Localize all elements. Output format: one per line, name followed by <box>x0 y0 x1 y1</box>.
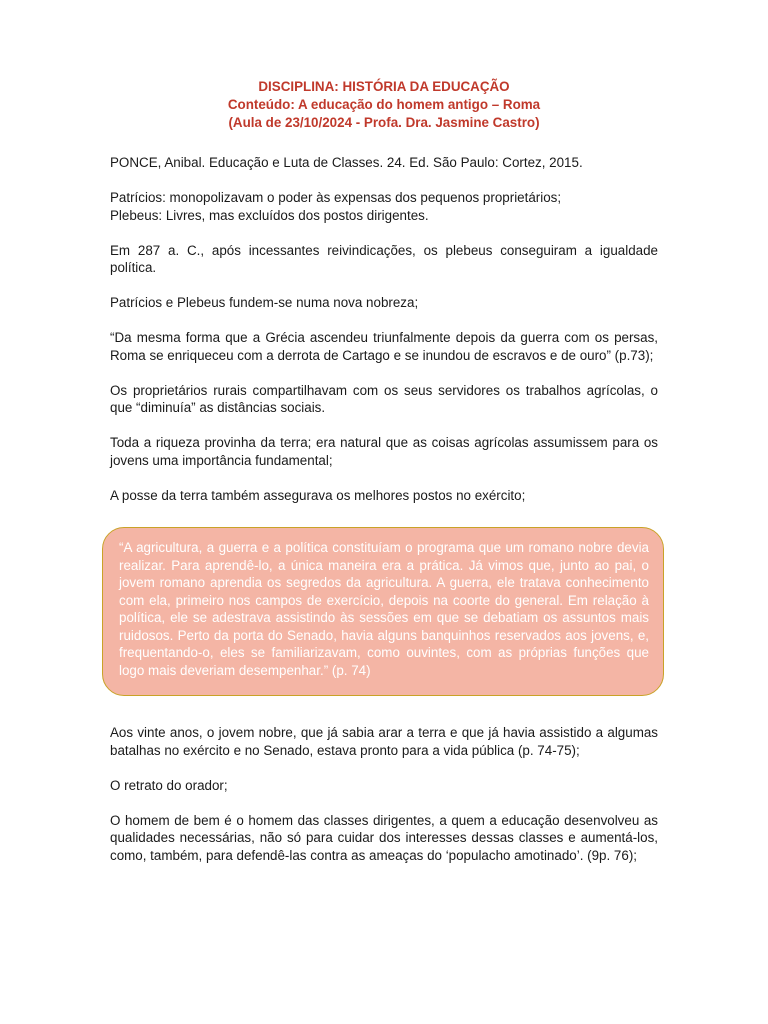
content-title: Conteúdo: A educação do homem antigo – Roma <box>227 97 541 112</box>
paragraph: A posse da terra também assegurava os melhores postos no exército; <box>110 487 526 503</box>
class-info: (Aula de 23/10/2024 - Profa. Dra. Jasmine Castro) <box>228 115 540 130</box>
discipline-title: DISCIPLINA: HISTÓRIA DA EDUCAÇÃO <box>258 79 510 94</box>
paragraph: Aos vinte anos, o jovem nobre, que já sabia arar a terra e que já havia assistido a algumas batalhas no exército e no Senado, estava pronto para a vida pública (p. 74-75); <box>110 725 658 758</box>
patricios-definition: Patrícios: monopolizavam o poder às expensas dos pequenos proprietários; <box>110 190 562 205</box>
plebeus-definition: Plebeus: Livres, mas excluídos dos postos dirigentes. <box>110 207 429 223</box>
paragraph: Patrícios e Plebeus fundem-se numa nova nobreza; <box>110 295 419 310</box>
paragraph: O retrato do orador; <box>110 777 228 793</box>
document-heading <box>110 78 658 132</box>
reference-line: PONCE, Anibal. Educação e Luta de Classes. 24. Ed. São Paulo: Cortez, 2015. <box>110 155 583 170</box>
paragraph: Em 287 a. C., após incessantes reivindicações, os plebeus conseguiram a igualdade política. <box>110 242 658 275</box>
paragraph: Toda a riqueza provinha da terra; era natural que as coisas agrícolas assumissem para os jovens uma importância fundamental; <box>110 435 658 468</box>
paragraph: “Da mesma forma que a Grécia ascendeu triunfalmente depois da guerra com os persas, Roma se enriqueceu com a derrota de Cartago e se inundou de escravos e de ouro” (p.73); <box>110 330 658 363</box>
quote-callout: “A agricultura, a guerra e a política constituíam o programa que um romano nobre devia realizar. Para aprendê-lo, a única maneira era a prática. Já vimos que, junto ao pai, o jovem romano aprendia os segredos da agricultura. A guerra, ele tratava conhecimento com ela, primeiro nos campos de exercício, depois na coorte do general. Em relação à política, ele se adestrava assistindo às sessões em que se debatiam os assuntos mais ruidosos. Perto da porta do Senado, havia alguns banquinhos reservados aos jovens, e, frequentando-o, eles se familiarizavam, como ouvintes, com as próprias funções que logo mais deveriam desempenhar.” (p. 74) <box>102 527 664 696</box>
paragraph: O homem de bem é o homem das classes dirigentes, a quem a educação desenvolveu as qualidades necessárias, não só para cuidar dos interesses dessas classes e aumentá-los, como, também, para defendê-las contra as ameaças do ‘populacho amotinado’. (9p. 76); <box>110 812 658 863</box>
paragraph: Os proprietários rurais compartilhavam com os seus servidores os trabalhos agrícolas, o que “diminuía” as distâncias sociais. <box>110 382 658 415</box>
definitions-block <box>110 189 658 224</box>
document-page <box>110 78 658 882</box>
